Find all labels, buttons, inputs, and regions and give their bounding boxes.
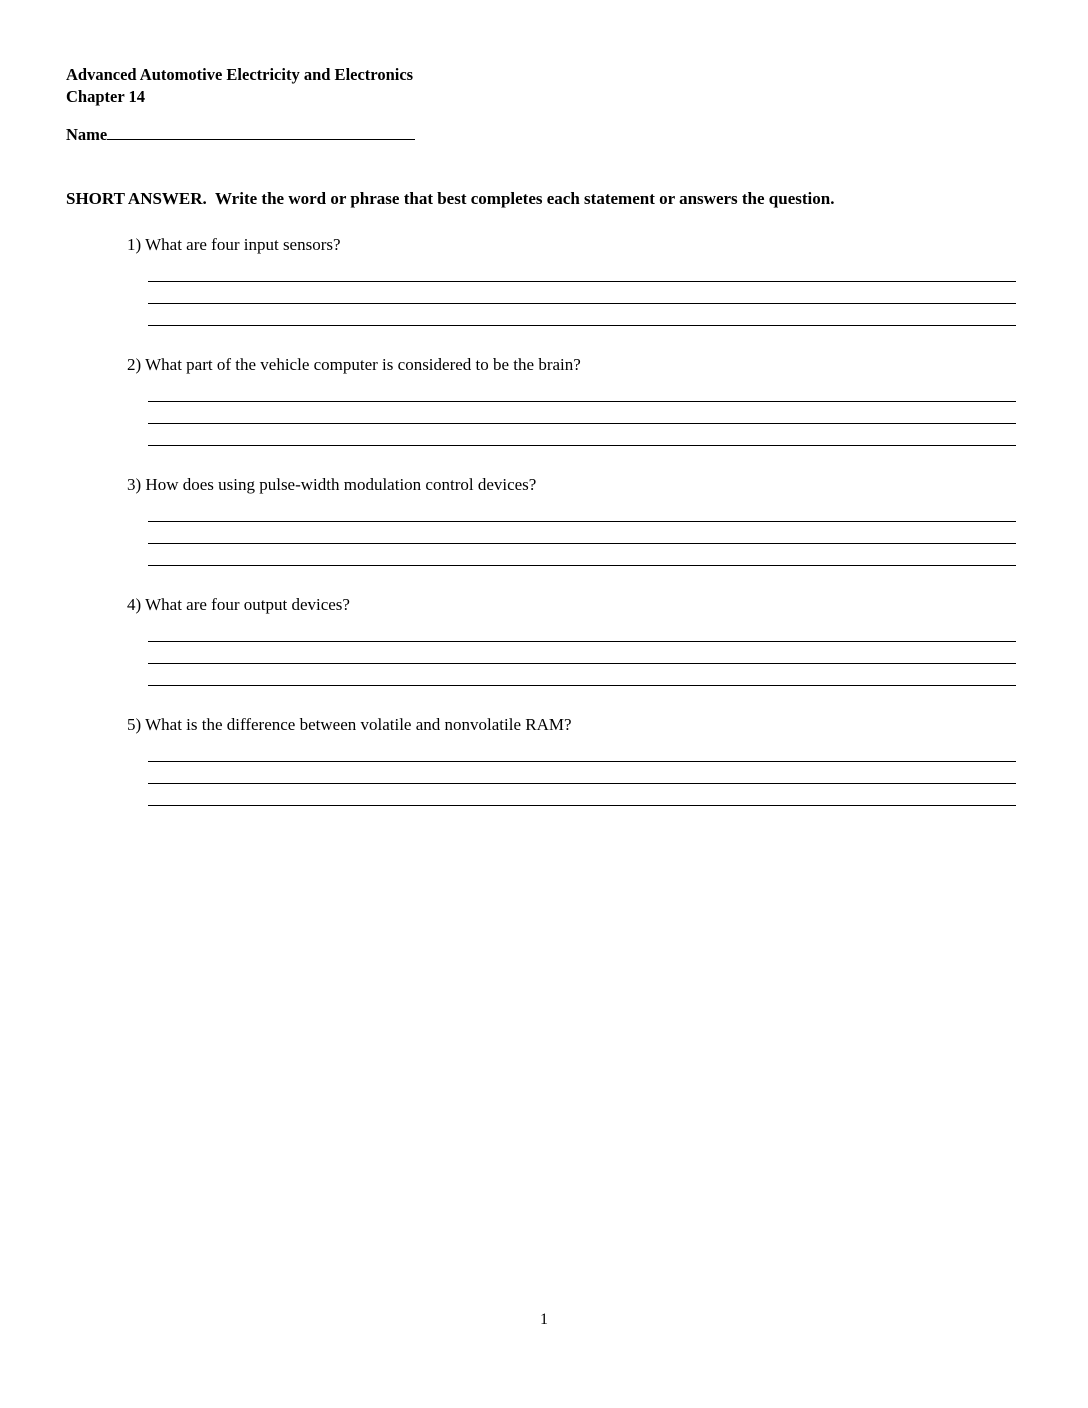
page-number: 1: [540, 1311, 548, 1328]
answer-blank-line: [148, 664, 1016, 686]
answer-blank-line: [148, 620, 1016, 642]
question-text: 1) What are four input sensors?: [127, 235, 341, 254]
question-text: 4) What are four output devices?: [127, 595, 350, 614]
document-title: Advanced Automotive Electricity and Electronics: [66, 65, 414, 84]
answer-blank-line: [148, 402, 1016, 424]
section-heading: SHORT ANSWER. Write the word or phrase that best completes each statement or answers the question.: [66, 189, 835, 208]
answer-blank-line: [148, 544, 1016, 566]
chapter-label: Chapter 14: [66, 87, 145, 106]
question-item: [127, 594, 1022, 686]
answer-lines: [148, 740, 1016, 806]
question-item: [127, 714, 1022, 806]
answer-blank-line: [148, 762, 1016, 784]
question-text: 5) What is the difference between volatile and nonvolatile RAM?: [127, 715, 572, 734]
answer-blank-line: [148, 260, 1016, 282]
question-list: [66, 234, 1022, 806]
name-blank-line: [107, 126, 415, 140]
answer-blank-line: [148, 304, 1016, 326]
answer-blank-line: [148, 642, 1016, 664]
name-label: Name: [66, 125, 108, 144]
question-item: [127, 234, 1022, 326]
answer-lines: [148, 380, 1016, 446]
question-text: 2) What part of the vehicle computer is considered to be the brain?: [127, 355, 581, 374]
answer-blank-line: [148, 380, 1016, 402]
answer-lines: [148, 500, 1016, 566]
answer-blank-line: [148, 522, 1016, 544]
answer-blank-line: [148, 424, 1016, 446]
answer-lines: [148, 260, 1016, 326]
name-row: [66, 124, 1022, 146]
answer-lines: [148, 620, 1016, 686]
question-item: [127, 354, 1022, 446]
answer-blank-line: [148, 740, 1016, 762]
answer-blank-line: [148, 500, 1016, 522]
question-item: [127, 474, 1022, 566]
answer-blank-line: [148, 282, 1016, 304]
document-header: [66, 64, 1022, 108]
question-text: 3) How does using pulse-width modulation control devices?: [127, 475, 537, 494]
answer-blank-line: [148, 784, 1016, 806]
